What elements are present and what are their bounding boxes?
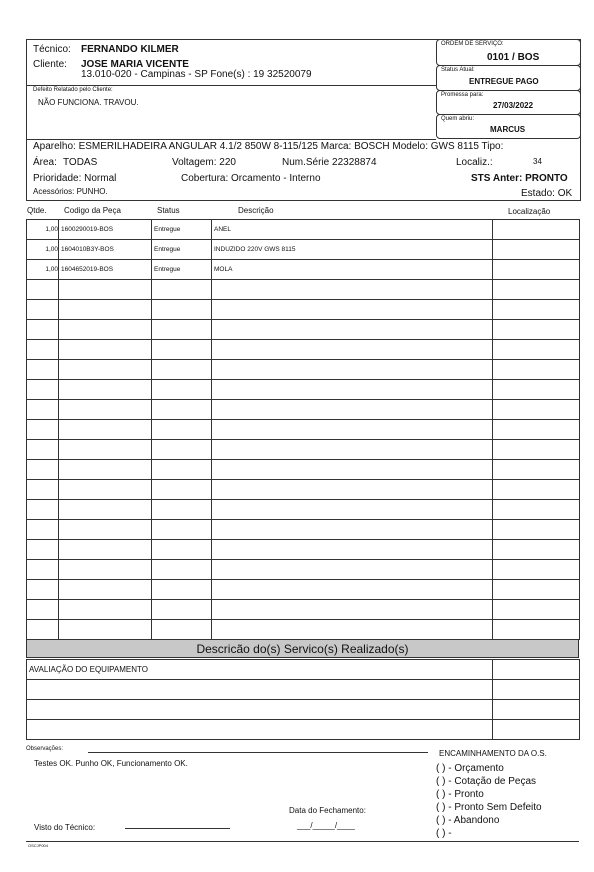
table-cell [152, 500, 212, 520]
prioridade: Prioridade: Normal [33, 173, 117, 184]
encaminhamento-options [436, 762, 579, 838]
tecnico-label: Técnico: [33, 44, 71, 55]
table-cell [59, 380, 152, 400]
table-cell [152, 480, 212, 500]
table-cell: ANEL [212, 220, 493, 240]
table-row [27, 220, 580, 240]
table-row [27, 420, 580, 440]
ordem-box [436, 39, 581, 66]
table-cell [493, 620, 580, 640]
table-cell: 1,00 [27, 260, 59, 280]
service-cell [27, 720, 493, 740]
table-row [27, 280, 580, 300]
status-value: ENTREGUE PAGO [469, 77, 539, 86]
form-code: OSCJP004 [28, 843, 49, 848]
table-cell [152, 580, 212, 600]
divider [26, 139, 436, 140]
table-cell [59, 440, 152, 460]
col-header-descricao: Descrição [238, 206, 274, 215]
table-cell [152, 460, 212, 480]
table-cell [493, 380, 580, 400]
table-cell [27, 320, 59, 340]
table-cell [27, 440, 59, 460]
ordem-label: ORDEM DE SERVIÇO: [441, 41, 504, 47]
table-cell [27, 620, 59, 640]
table-cell [493, 600, 580, 620]
acessorios: Acessórios: PUNHO. [33, 187, 108, 196]
table-cell [212, 600, 493, 620]
encaminhamento-option[interactable]: ( ) - Pronto [436, 789, 484, 800]
table-cell: 1,00 [27, 220, 59, 240]
table-cell [152, 620, 212, 640]
table-cell [493, 360, 580, 380]
table-cell [212, 440, 493, 460]
service-row [27, 680, 580, 700]
table-cell [27, 460, 59, 480]
table-row [27, 400, 580, 420]
defeito-label: Defeito Relatado pelo Cliente: [33, 87, 113, 93]
table-cell [493, 480, 580, 500]
table-cell [59, 360, 152, 380]
service-row [27, 720, 580, 740]
ordem-value: 0101 / BOS [487, 52, 540, 63]
table-cell [493, 280, 580, 300]
table-cell [212, 280, 493, 300]
cobertura: Cobertura: Orcamento - Interno [181, 173, 321, 184]
table-cell [212, 620, 493, 640]
localiz-value: 34 [533, 157, 542, 166]
quem-label: Quem abriu: [441, 116, 475, 122]
table-row [27, 520, 580, 540]
area-value: TODAS [63, 157, 98, 168]
table-cell [493, 440, 580, 460]
table-cell [493, 560, 580, 580]
table-cell [59, 420, 152, 440]
table-row [27, 340, 580, 360]
encaminhamento-title: ENCAMINHAMENTO DA O.S. [439, 749, 547, 758]
table-cell [59, 400, 152, 420]
defeito-value: NÃO FUNCIONA. TRAVOU. [38, 98, 139, 107]
table-cell [59, 580, 152, 600]
table-cell [152, 540, 212, 560]
table-cell [493, 420, 580, 440]
table-cell [152, 300, 212, 320]
table-row [27, 460, 580, 480]
table-cell [212, 340, 493, 360]
service-cell [493, 660, 580, 680]
table-cell [212, 540, 493, 560]
table-row [27, 580, 580, 600]
table-cell: 1,00 [27, 240, 59, 260]
status-box [436, 65, 581, 91]
parts-table [26, 219, 580, 640]
col-header-localizacao: Localização [508, 207, 551, 216]
table-cell [59, 280, 152, 300]
table-cell [212, 520, 493, 540]
table-cell [59, 620, 152, 640]
encaminhamento-option[interactable]: ( ) - Pronto Sem Defeito [436, 802, 542, 813]
service-row [27, 700, 580, 720]
promessa-value: 27/03/2022 [493, 101, 534, 110]
table-cell [27, 420, 59, 440]
table-row [27, 500, 580, 520]
table-cell [493, 300, 580, 320]
voltagem: Voltagem: 220 [172, 157, 236, 168]
obs-label: Observações: [26, 746, 64, 752]
table-cell [27, 400, 59, 420]
table-cell [212, 360, 493, 380]
table-cell: 1600290019-BOS [59, 220, 152, 240]
footer-bottom-line [26, 841, 579, 842]
table-cell [152, 560, 212, 580]
visto-signature-line [125, 828, 230, 829]
cliente-label: Cliente: [33, 59, 67, 70]
address-line: 13.010-020 - Campinas - SP Fone(s) : 19 32520079 [81, 69, 312, 80]
table-cell [493, 540, 580, 560]
table-cell [493, 320, 580, 340]
table-cell [493, 580, 580, 600]
table-cell: INDUZIDO 220V GWS 8115 [212, 240, 493, 260]
area-label: Área: [33, 157, 57, 168]
data-fechamento-value: ___/_____/____ [297, 821, 355, 830]
table-cell [59, 520, 152, 540]
table-cell [27, 520, 59, 540]
services-header [26, 639, 579, 658]
table-cell: 1604652019-BOS [59, 260, 152, 280]
table-cell [493, 400, 580, 420]
table-cell: Entregue [152, 220, 212, 240]
services-title: Descricão do(s) Servico(s) Realizado(s) [196, 642, 409, 656]
table-cell [152, 600, 212, 620]
table-cell [59, 340, 152, 360]
table-row [27, 240, 580, 260]
table-cell [27, 560, 59, 580]
table-cell [59, 460, 152, 480]
table-cell [27, 360, 59, 380]
table-cell [27, 600, 59, 620]
table-row [27, 380, 580, 400]
table-cell [27, 580, 59, 600]
localiz-label: Localiz.: [456, 157, 493, 168]
table-cell [212, 500, 493, 520]
table-cell [493, 500, 580, 520]
table-cell [212, 400, 493, 420]
table-cell [493, 220, 580, 240]
table-cell [152, 520, 212, 540]
service-cell [27, 680, 493, 700]
table-cell [493, 260, 580, 280]
quem-box [436, 114, 581, 139]
table-row [27, 620, 580, 640]
service-row [27, 660, 580, 680]
table-row [27, 440, 580, 460]
table-row [27, 600, 580, 620]
table-cell [493, 520, 580, 540]
table-cell [59, 560, 152, 580]
table-cell [212, 460, 493, 480]
service-cell [493, 680, 580, 700]
tecnico-value: FERNANDO KILMER [81, 44, 179, 55]
col-header-status: Status [157, 206, 180, 215]
service-cell [493, 720, 580, 740]
data-fechamento-label: Data do Fechamento: [289, 806, 366, 815]
numserie: Num.Série 22328874 [282, 157, 377, 168]
table-cell [59, 300, 152, 320]
table-cell [152, 340, 212, 360]
table-row [27, 540, 580, 560]
table-cell [152, 400, 212, 420]
aparelho-line: Aparelho: ESMERILHADEIRA ANGULAR 4.1/2 850W 8-115/125 Marca: BOSCH Modelo: GWS 8115 Tipo: [33, 141, 504, 151]
visto-label: Visto do Técnico: [34, 823, 96, 832]
table-cell [493, 460, 580, 480]
table-row [27, 320, 580, 340]
table-cell [152, 320, 212, 340]
table-row [27, 260, 580, 280]
encaminhamento-option[interactable]: ( ) - Orçamento [436, 763, 504, 774]
table-cell [27, 380, 59, 400]
table-cell [59, 500, 152, 520]
encaminhamento-option[interactable]: ( ) - Cotação de Peças [436, 776, 537, 787]
divider [26, 85, 436, 86]
promessa-box [436, 90, 581, 115]
cliente-value: JOSE MARIA VICENTE [81, 59, 189, 70]
table-cell [59, 600, 152, 620]
table-cell: 1604010B3Y-BOS [59, 240, 152, 260]
table-cell [212, 480, 493, 500]
table-row [27, 300, 580, 320]
table-row [27, 480, 580, 500]
table-cell [493, 240, 580, 260]
status-label: Status Atual: [441, 67, 475, 73]
services-table [26, 659, 580, 740]
table-cell [152, 440, 212, 460]
service-cell [493, 700, 580, 720]
service-cell [27, 700, 493, 720]
table-cell [27, 340, 59, 360]
service-cell: AVALIAÇÃO DO EQUIPAMENTO [27, 660, 493, 680]
table-cell [212, 320, 493, 340]
col-header-codigo: Codigo da Peça [64, 206, 121, 215]
table-cell [27, 300, 59, 320]
table-cell [152, 380, 212, 400]
table-cell [212, 300, 493, 320]
table-cell [152, 420, 212, 440]
table-cell [212, 580, 493, 600]
table-cell [212, 560, 493, 580]
col-header-qtde: Qtde. [27, 206, 47, 215]
sts-anter: STS Anter: PRONTO [471, 173, 568, 184]
table-row [27, 560, 580, 580]
table-cell [27, 280, 59, 300]
obs-value: Testes OK. Punho OK, Funcionamento OK. [34, 759, 188, 768]
table-cell [27, 480, 59, 500]
table-cell [27, 500, 59, 520]
table-cell [59, 480, 152, 500]
table-row [27, 360, 580, 380]
encaminhamento-option[interactable]: ( ) - [436, 828, 452, 838]
table-cell: Entregue [152, 260, 212, 280]
table-cell [212, 420, 493, 440]
estado: Estado: OK [521, 188, 573, 198]
table-cell [27, 540, 59, 560]
table-cell [493, 340, 580, 360]
encaminhamento-option[interactable]: ( ) - Abandono [436, 815, 500, 826]
promessa-label: Promessa para: [441, 92, 484, 98]
table-cell [212, 380, 493, 400]
table-cell [59, 540, 152, 560]
obs-line [88, 752, 428, 753]
quem-value: MARCUS [490, 125, 526, 134]
table-cell [152, 360, 212, 380]
table-cell: Entregue [152, 240, 212, 260]
table-cell [59, 320, 152, 340]
table-cell: MOLA [212, 260, 493, 280]
table-cell [152, 280, 212, 300]
